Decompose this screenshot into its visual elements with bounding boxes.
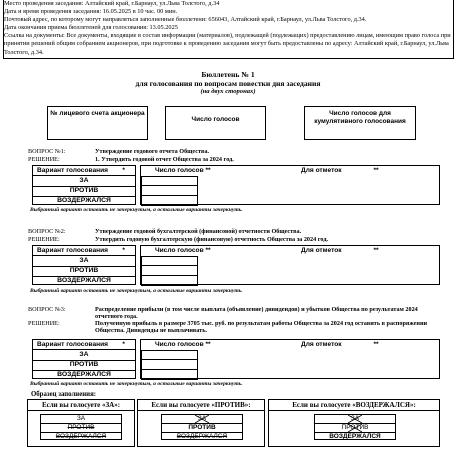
question-3-decision: Полученную прибыль в размере 3705 тыс. руб. по результатам работы Общества за 2024 год оставить в распоряжении Общества. Дивиденды не выплачивать. [95,320,428,335]
option-against[interactable]: ПРОТИВ [33,266,135,277]
marks-header: Для отметок ** [301,341,379,348]
votes-cell-abstain[interactable] [141,369,198,380]
votes-cell-abstain[interactable] [141,275,198,286]
sample-against-option-for: ЗА [162,415,242,424]
postal-address: Почтовый адрес, по которому могут направляться заполненные бюллетени: 656043, Алтайский край, г.Барнаул, ул.Льва Толстого, д.34. [4,16,367,24]
question-1-label: ВОПРОС №1: [28,148,66,155]
question-2-variants [32,245,136,285]
cumulative-votes-label: Число голосов для кумулятивного голосования [314,110,406,125]
sample-against-caption: Если вы голосуете «ПРОТИВ»: [138,400,264,411]
option-for[interactable]: ЗА [33,256,135,267]
question-2-note: Выбранный вариант оставить не зачеркнутым, а остальные варианты зачеркнуть. [30,288,243,294]
sample-against-option-abstain: ВОЗДЕРЖАЛСЯ [176,433,228,440]
sample-for [27,399,135,447]
option-abstain[interactable]: ВОЗДЕРЖАЛСЯ [57,197,111,204]
question-1-decision-label: РЕШЕНИЕ: [28,156,60,163]
cumulative-votes-box [304,106,416,140]
question-2-label: ВОПРОС №2: [28,228,66,235]
option-for[interactable]: ЗА [33,176,135,187]
question-3-marks-grid [140,339,440,379]
sample-for-option-abstain: ВОЗДЕРЖАЛСЯ [55,433,107,440]
cross-mark-icon [348,424,362,432]
variant-header: Вариант голосования * [33,166,135,176]
sample-against [137,399,265,447]
meeting-datetime: Дата и время проведения заседания: 16.05.2025 в 10 час. 00 мин. [4,8,178,16]
ballot-title: Бюллетень № 1 [201,70,255,79]
sample-for-options [40,414,122,440]
question-3-text: Распределение прибыли (в том числе выплата (объявление) дивидендов) и убытков Общества по результатам 2024 отчетного года. [95,306,418,321]
variant-header: Вариант голосования * [33,246,135,256]
num-votes-header: Число голосов ** [155,247,211,254]
votes-count-box [165,106,266,140]
option-abstain[interactable]: ВОЗДЕРЖАЛСЯ [57,277,111,284]
sample-abstain-option-for: ЗА [315,415,395,424]
sample-title: Образец заполнения: [31,391,97,398]
account-number-box [47,106,148,140]
meeting-info-block [4,0,452,57]
question-1-decision: 1. Утвердить годовой отчет Общества за 2024 год. [95,156,234,163]
sample-abstain [268,399,440,447]
marks-header: Для отметок ** [301,247,379,254]
votes-count-label: Число голосов [191,116,240,123]
sample-abstain-options [314,414,396,440]
sample-for-option-for: ЗА [41,415,121,424]
sample-abstain-caption: Если вы голосуете «ВОЗДЕРЖАЛСЯ»: [269,400,439,411]
question-3-variants [32,339,136,379]
question-2-decision-label: РЕШЕНИЕ: [28,236,60,243]
sample-for-option-against: ПРОТИВ [41,424,121,433]
sample-for-caption: Если вы голосуете «ЗА»: [28,400,134,411]
cross-mark-icon [195,415,209,423]
meeting-place: Место проведения заседания: Алтайский край, г.Барнаул, ул.Льва Толстого, д.34 [4,0,220,7]
question-3-decision-label: РЕШЕНИЕ: [28,320,60,327]
question-2-decision: Утвердить годовую бухгалтерскую (финансовую) отчетность Общества за 2024 год. [95,236,328,243]
num-votes-header: Число голосов ** [155,167,211,174]
option-for[interactable]: ЗА [33,350,135,361]
question-1-text: Утверждение годового отчета Общества. [95,148,209,155]
question-1-marks-grid [140,165,440,205]
question-2-marks-grid [140,245,440,285]
question-3-label: ВОПРОС №3: [28,306,66,313]
marks-header: Для отметок ** [301,167,379,174]
variant-header: Вариант голосования * [33,340,135,350]
option-against[interactable]: ПРОТИВ [33,186,135,197]
votes-cell-abstain[interactable] [141,195,198,206]
question-1-variants [32,165,136,205]
sample-abstain-option-against: ПРОТИВ [315,424,395,433]
question-2-text: Утверждение годовой бухгалтерской (финансовой) отчетности Общества. [95,228,302,235]
sample-abstain-option-abstain: ВОЗДЕРЖАЛСЯ [329,433,381,440]
ballot-sides-note: (на двух сторонах) [200,88,256,95]
sample-against-options [161,414,243,440]
deadline: Дата окончания приема бюллетеней для голосования: 13.05.2025 [4,24,178,32]
account-number-label: № лицевого счета акционера [50,110,145,117]
sample-against-option-against: ПРОТИВ [162,424,242,433]
ballot-subtitle: для голосования по вопросам повестки дня заседания [135,79,321,88]
option-abstain[interactable]: ВОЗДЕРЖАЛСЯ [57,371,111,378]
num-votes-header: Число голосов ** [155,341,211,348]
option-against[interactable]: ПРОТИВ [33,360,135,371]
question-1-note: Выбранный вариант оставить не зачеркнутым, а остальные варианты зачеркнуть. [30,207,243,213]
question-3-note: Выбранный вариант оставить не зачеркнутым, а остальные варианты зачеркнуть. [30,381,243,387]
cross-mark-icon [348,415,362,423]
documents-link-text: Ссылка на документы: Все документы, входящие в состав информации (материалов), подлежащей (подлежащих) предоставлению лицам, имеющим право голоса при принятии решений общим собранием акционеров, при подготовке к проведению заседания могут быть предоставлены по адресу: Алтайский край, г.Барнаул, ул.Льва Толстого, д.34. [4,32,451,56]
